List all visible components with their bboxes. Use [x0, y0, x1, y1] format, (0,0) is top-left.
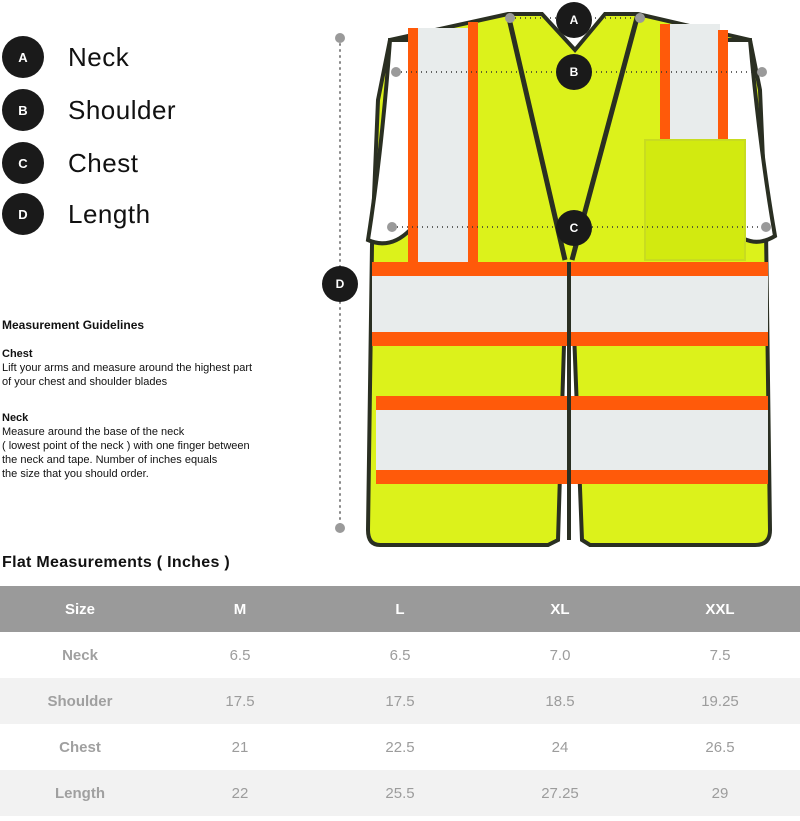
header-l: L [320, 586, 480, 632]
chest-instructions [2, 361, 272, 389]
legend-item-chest [2, 140, 138, 186]
legend-label-chest: Chest [68, 147, 139, 178]
legend-badge-a: A [2, 36, 44, 78]
table-cell: 19.25 [640, 678, 800, 724]
table-cell: 27.25 [480, 770, 640, 816]
row-label: Shoulder [0, 678, 160, 724]
legend-label-shoulder: Shoulder [68, 94, 177, 125]
row-label: Neck [62, 646, 98, 664]
row-label: Chest [59, 738, 101, 756]
neck-heading: Neck [2, 412, 29, 424]
table-cell: 17.5 [320, 678, 480, 724]
header-xxl: XXL [640, 586, 800, 632]
table-cell: 6.5 [389, 646, 411, 664]
header-size: Size [0, 586, 160, 632]
neck-instructions [2, 425, 272, 481]
marker-b: B [556, 54, 592, 90]
legend-item-shoulder [2, 87, 176, 133]
table-cell: 21 [231, 738, 249, 756]
legend-label-neck: Neck [68, 41, 130, 72]
table-title: Flat Measurements ( Inches ) [2, 554, 231, 571]
table-cell: 17.5 [160, 678, 320, 724]
table-row [0, 770, 800, 816]
chest-text-line: of your chest and shoulder blades [2, 376, 168, 388]
table-cell: 6.5 [229, 646, 251, 664]
marker-a: A [556, 2, 592, 38]
table-cell: 26.5 [705, 738, 735, 756]
marker-c: C [556, 210, 592, 246]
legend-badge-c: C [2, 142, 44, 184]
header-m: M [160, 586, 320, 632]
row-label: Length [0, 770, 160, 816]
table-cell: 22 [160, 770, 320, 816]
table-cell: 24 [551, 738, 569, 756]
legend-label-length: Length [68, 198, 151, 229]
vest-diagram [320, 0, 800, 552]
chest-text-line: Lift your arms and measure around the highest part [2, 362, 253, 374]
legend-badge-b: B [2, 89, 44, 131]
table-cell: 18.5 [480, 678, 640, 724]
neck-text-line: the size that you should order. [2, 468, 149, 480]
header-xl: XL [480, 586, 640, 632]
neck-text-line: Measure around the base of the neck [2, 426, 185, 438]
neck-text-line: the neck and tape. Number of inches equals [2, 454, 218, 466]
table-cell: 22.5 [385, 738, 415, 756]
table-header-row [0, 586, 800, 632]
guidelines-title: Measurement Guidelines [2, 318, 145, 332]
table-row [0, 632, 800, 678]
table-cell: 7.5 [709, 646, 731, 664]
legend-item-length [2, 191, 151, 237]
neck-text-line: ( lowest point of the neck ) with one finger between [2, 440, 250, 452]
legend-badge-d: D [2, 193, 44, 235]
table-row [0, 724, 800, 770]
table-cell: 25.5 [320, 770, 480, 816]
legend-item-neck [2, 34, 129, 80]
measurement-guidelines [2, 318, 272, 503]
size-chart-table [0, 586, 800, 816]
marker-d: D [322, 266, 358, 302]
table-row [0, 678, 800, 724]
table-cell: 29 [640, 770, 800, 816]
table-cell: 7.0 [549, 646, 571, 664]
chest-heading: Chest [2, 348, 33, 360]
